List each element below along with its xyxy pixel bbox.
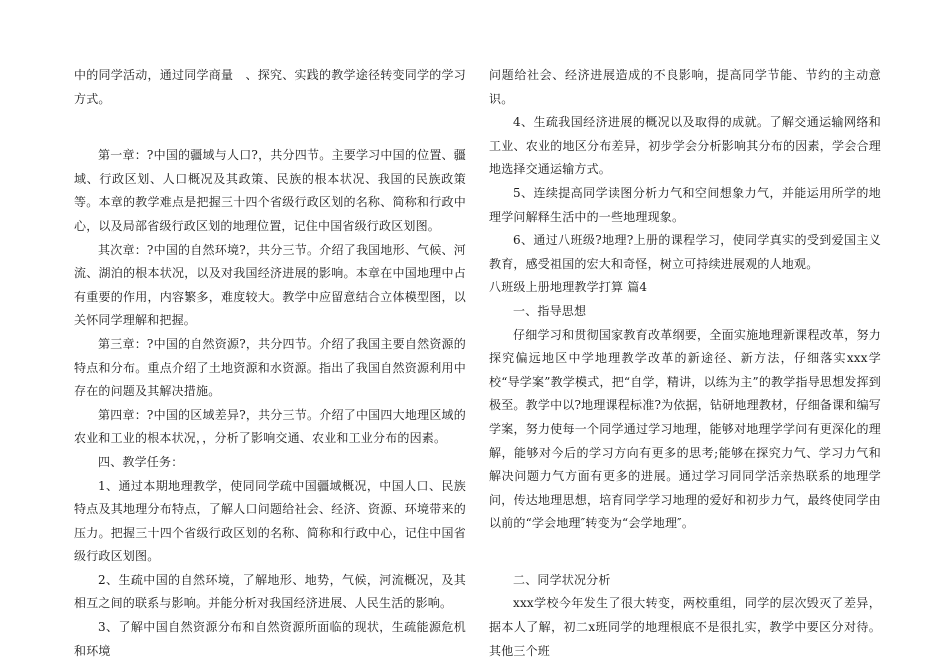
- paragraph: 中的同学活动，通过同学商量 、探究、实践的教学途径转变同学的学习方式。: [74, 68, 466, 106]
- left-column: [74, 64, 466, 663]
- section-heading-student-analysis: 二、同学状况分析: [513, 572, 611, 587]
- paragraph-gap: [489, 536, 881, 569]
- paragraph-task-3: 3、了解中国自然资源分布和自然资源所面临的现状，生疏能源危机和环境: [74, 620, 466, 658]
- paragraph-task-3-cont: 问题给社会、经济进展造成的不良影响，提高同学节能、节约的主动意识。: [489, 68, 881, 106]
- section-heading-teaching-tasks: 四、教学任务：: [98, 454, 184, 469]
- right-column: [489, 64, 881, 663]
- section-heading-guiding-thought: 一、指导思想: [513, 303, 587, 318]
- paragraph-task-6: 6、通过八班级?地理?上册的课程学习，使同学真实的受到爱国主义教育，感受祖国的宏大和奇怪，树立可持续进展观的人地观。: [489, 233, 881, 271]
- paragraph-task-5: 5、连续提高同学读图分析力气和空间想象力气，并能运用所学的地理学问解释生活中的一些地理现象。: [489, 185, 881, 224]
- paragraph-task-4: 4、生疏我国经济进展的概况以及取得的成就。了解交通运输网络和工业、农业的地区分布差异，初步学会分析影响其分布的因素，学会合理地选择交通运输方式。: [489, 115, 881, 177]
- paragraph-task-2: 2、生疏中国的自然环境，了解地形、地势，气候，河流概况，及其相互之间的联系与影响。并能分析对我国经济进展、人民生活的影响。: [74, 572, 466, 611]
- paragraph-chapter-1: 第一章：?中国的疆域与人口?，共分四节。主要学习中国的位置、疆域、行政区划、人口概况及其政策、民族的根本状况、我国的民族政策等。本章的教学难点是把握三十四个省级行政区划的名称、简称和行政中心，以及局部省级行政区划的地理位置，记住中国省级行政区划图。: [74, 148, 466, 233]
- paragraph-chapter-4: 第四章：?中国的区域差异?，共分三节。介绍了中国四大地理区域的农业和工业的根本状况，，分析了影响交通、农业和工业分布的因素。: [74, 407, 466, 446]
- paragraph-gap: [74, 111, 466, 144]
- paragraph-chapter-3: 第三章：?中国的自然资源?，共分四节。介绍了我国主要自然资源的特点和分布。重点介绍了土地资源和水资源。指出了我国自然资源利用中存在的问题及其解决措施。: [74, 336, 466, 399]
- document-section-title: 八班级上册地理教学打算 篇4: [489, 280, 648, 295]
- paragraph-student-analysis: xxx学校今年发生了很大转变，两校重组，同学的层次毁灭了差异，据本人了解，初二x班同学的地理根底不是很扎实，教学中要区分对待。其他三个班: [489, 596, 881, 658]
- paragraph-guiding-thought: 仔细学习和贯彻国家教育改革纲要，全面实施地理新课程改革，努力探究偏远地区中学地理教学改革的新途径、新方法，仔细落实xxx学校“导学案”教学模式，把“自学，精讲，以练为主”的教学指导思想发挥到极至。教学中以?地理课程标准?为依据，钻研地理教材，仔细备课和编写学案，努力使每一个同学通过学习地理，能够对地理学学问有更深化的理解，能够对今后的学习方向有更多的思考;能够在探究力气、学习力气和解决问题力气方面有更多的进展。通过学习同同学活亲热联系的地理学问，传达地理思想，培育同学学习地理的爱好和初步力气，最终使同学由以前的“学会地理″转变为“会学地理″。: [489, 327, 881, 531]
- paragraph-chapter-2: 其次章：?中国的自然环境?，共分三节。介绍了我国地形、气候、河流、湖泊的根本状况，以及对我国经济进展的影响。本章在中国地理中占有重要的作用，内容繁多，难度较大。教学中应留意结合立体模型图，以关怀同学理解和把握。: [74, 242, 466, 328]
- paragraph-task-1: 1、通过本期地理教学，使同同学疏中国疆域概况，中国人口、民族特点及其地理分布特点，了解人口问题给社会、经济、资源、环境带来的压力。把握三十四个省级行政区划的名称、简称和行政中心，记住中国省级行政区划图。: [74, 478, 466, 564]
